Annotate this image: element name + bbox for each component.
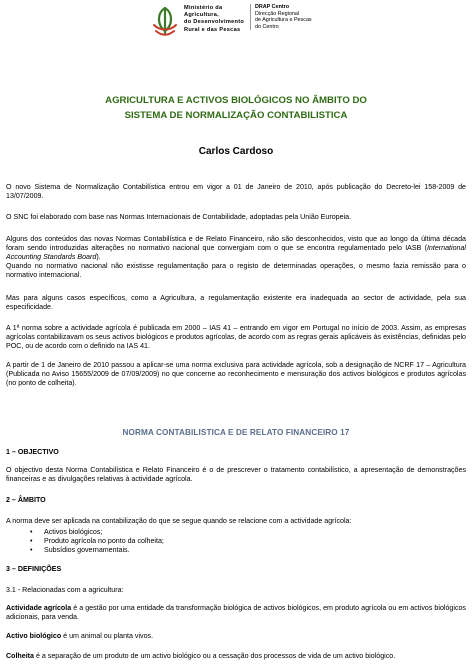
definition-text: é a separação de um produto de um activo biológico ou a cessação dos processos de vida de um activo biológico.	[33, 652, 396, 660]
author-name: Carlos Cardoso	[198, 146, 274, 157]
list-item: • Subsídios governamentais.	[30, 546, 164, 555]
title-line: AGRICULTURA E ACTIVOS BIOLÓGICOS NO ÂMBITO DO	[105, 95, 367, 106]
section-heading: 2 – ÂMBITO	[6, 496, 46, 504]
document-title	[0, 93, 472, 123]
section-text: A norma deve ser aplicada na contabilização do que se segue quando se relacione com a actividade agrícola:	[6, 517, 352, 525]
subsection-heading: 3.1 - Relacionadas com a agricultura:	[6, 586, 124, 594]
definition-text: é a gestão por uma entidade da transformação biológica de activos biológicos, em produto agrícola ou em activos biológicos adicionais, para venda.	[6, 604, 466, 621]
intro-paragraph: A 1ª norma sobre a actividade agrícola é publicada em 2000 – IAS 41 – entrando em vigor em Portugal no início de 2003. Assim, as empresas agrícolas contabilizavam os seus activos biológicos e produtos agrícolas, de acordo com as regras gerais aplicáveis às existências, definidas pelo POC, ou de acordo com o definido na IAS 41.	[6, 324, 466, 350]
ministry-emblem-icon	[150, 5, 180, 39]
ministry-line: Ministério da	[184, 5, 223, 11]
intro-paragraph: O novo Sistema de Normalização Contabilística entrou em vigor a 01 de Janeiro de 2010, após publicação do Decreto-lei 158-2009 de 13/07/2009.	[6, 183, 466, 200]
letterhead	[0, 3, 472, 43]
definition	[6, 632, 466, 641]
italic-text-run: International Accounting Standards Board	[6, 244, 466, 261]
list-item: • Produto agrícola no ponto da colheita;	[30, 537, 164, 546]
drap-line: de Agricultura e Pescas	[255, 17, 312, 24]
intro-paragraph: O SNC foi elaborado com base nas Normas Internacionais de Contabilidade, adoptadas pela União Europeia.	[6, 213, 352, 221]
definition-term: Actividade agrícola	[6, 604, 72, 612]
list-item: • Activos biológicos;	[30, 528, 164, 537]
definition	[6, 604, 466, 622]
title-line: SISTEMA DE NORMALIZAÇÃO CONTABILISTICA	[124, 110, 348, 121]
intro-paragraph: Mas para alguns casos específicos, como a Agricultura, a regulamentação existente era inadequada ao sector de actividade, pela sua especificidade.	[6, 294, 466, 311]
intro-paragraph	[6, 235, 466, 280]
ministry-line: Agricultura,	[184, 12, 219, 19]
section-text: O objectivo desta Norma Contabilística e Relato Financeiro é o de prescrever o tratamento contabilístico, a apresentação de demonstrações financeiras e as divulgações relativas à actividade agrícola.	[6, 466, 466, 483]
definition-term: Activo biológico	[6, 632, 62, 640]
ministry-line: Rural e das Pescas	[184, 26, 241, 33]
text-run: Quando no normativo nacional não existisse regulamentação para o registo de determinadas operações, o mesmo fazia remissão para o normativo internacional.	[6, 262, 466, 279]
section-heading: 3 – DEFINIÇÕES	[6, 565, 62, 573]
scope-list	[30, 528, 164, 555]
drap-line: do Centro	[255, 23, 279, 30]
text-run: Alguns dos conteúdos das novas Normas Contabilística e de Relato Financeiro, não são desconhecidos, visto que ao longo da última década foram sendo introduzidas alterações no normativo nacional que convergiam com o que se encontra regulamentado pelo IASB (	[6, 235, 466, 252]
intro-paragraph: A partir de 1 de Janeiro de 2010 passou a aplicar-se uma norma exclusiva para actividade agrícola, sob a designação de NCRF 17 – Agricultura (Publicada no Aviso 15655/2009 de 07/09/2009) no que concerne ao reconhecimento e mensuração dos activos biológicos e produtos agrícolas (no ponto de colheita).	[6, 361, 466, 387]
drap-line: Direcção Regional	[255, 10, 300, 17]
definition-term: Colheita	[6, 652, 34, 660]
drap-block	[250, 4, 312, 30]
section-title: NORMA CONTABILISTICA E DE RELATO FINANCEIRO 17	[122, 428, 350, 437]
definition	[6, 652, 466, 661]
ministry-line: do Desenvolvimento	[184, 19, 245, 26]
section-heading: 1 – OBJECTIVO	[6, 448, 59, 456]
definition-text: é um animal ou planta vivos.	[61, 632, 154, 640]
text-run: ).	[96, 253, 101, 261]
drap-title: DRAP Centro	[255, 4, 290, 10]
